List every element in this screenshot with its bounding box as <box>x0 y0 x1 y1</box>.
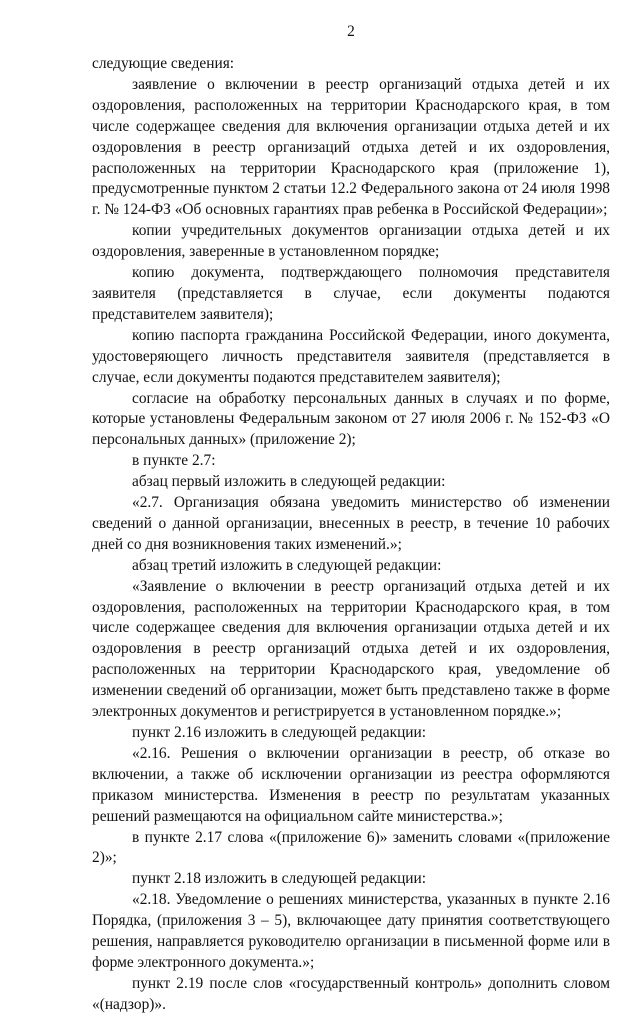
document-page <box>92 22 610 1016</box>
paragraph-clause-2-16-text: «2.16. Решения о включении организации в реестр, об отказе во включении, а также об исключении организации из реестра оформляются приказом министерства. Изменения в реестр по результатам указанных решений размещаются на официальном сайте министерства.»; <box>92 744 610 825</box>
paragraph-clause-2-7: в пункте 2.7: <box>132 452 216 470</box>
paragraph-application: заявление о включении в реестр организаций отдыха детей и их оздоровления, расположенных на территории Краснодарского края, в том числе содержащее сведения для включения организации отдыха детей и их оздоровления в реестр организаций отдыха детей и их оздоровления, расположенных на территории Краснодарского края (приложение 1), предусмотренные пунктом 2 статьи 12.2 Федерального закона от 24 июля 1998 г. № 124-ФЗ «Об основных гарантиях прав ребенка в Российской Федерации»; <box>92 75 610 219</box>
paragraph-clause-2-19: пункт 2.19 после слов «государственный контроль» дополнить словом «(надзор)». <box>92 974 610 1013</box>
paragraph-founding-documents: копии учредительных документов организации отдыха детей и их оздоровления, заверенные в установленном порядке; <box>92 222 610 261</box>
paragraph-passport: копию паспорта гражданина Российской Федерации, иного документа, удостоверяющего личность представителя заявителя (представляется в случае, если документы подаются представителем заявителя); <box>92 326 610 386</box>
paragraph-consent: согласие на обработку персональных данных в случаях и по форме, которые установлены Федеральным законом от 27 июля 2006 г. № 152-ФЗ «О персональных данных» (приложение 2); <box>92 389 610 449</box>
paragraph-clause-2-18-text: «2.18. Уведомление о решениях министерства, указанных в пункте 2.16 Порядка, (приложения 3 – 5), включающее дату принятия соответствующего решения, направляется руководителю организации в письменной форме или в форме электронного документа.»; <box>92 891 610 971</box>
page-number: 2 <box>347 23 355 40</box>
paragraph-third-subparagraph: абзац третий изложить в следующей редакции: <box>132 556 442 574</box>
paragraph-application-electronic: «Заявление о включении в реестр организаций отдыха детей и их оздоровления, расположенных на территории Краснодарского края, в том числе содержащее сведения для включения организации отдыха детей и их оздоровления в реестр организаций отдыха детей и их оздоровления, расположенных на территории Краснодарского края, уведомление об изменении сведений об организации, может быть представлено также в форме электронных документов и регистрируется в установленном порядке.»; <box>92 577 610 721</box>
paragraph-clause-2-16: пункт 2.16 изложить в следующей редакции: <box>132 724 427 741</box>
paragraph-clause-2-17: в пункте 2.17 слова «(приложение 6)» заменить словами «(приложение 2)»; <box>92 828 610 867</box>
paragraph-clause-2-18: пункт 2.18 изложить в следующей редакции: <box>132 870 427 888</box>
paragraph-clause-2-7-text: «2.7. Организация обязана уведомить министерство об изменении сведений о данной организации, внесенных в реестр, в течение 10 рабочих дней со дня возникновения таких изменений.»; <box>92 494 610 553</box>
paragraph-power-of-attorney: копию документа, подтверждающего полномочия представителя заявителя (представляется в случае, если документы подаются представителем заявителя); <box>92 264 610 323</box>
paragraph-first-subparagraph: абзац первый изложить в следующей редакции: <box>132 473 446 491</box>
paragraph-intro: следующие сведения: <box>92 55 235 72</box>
